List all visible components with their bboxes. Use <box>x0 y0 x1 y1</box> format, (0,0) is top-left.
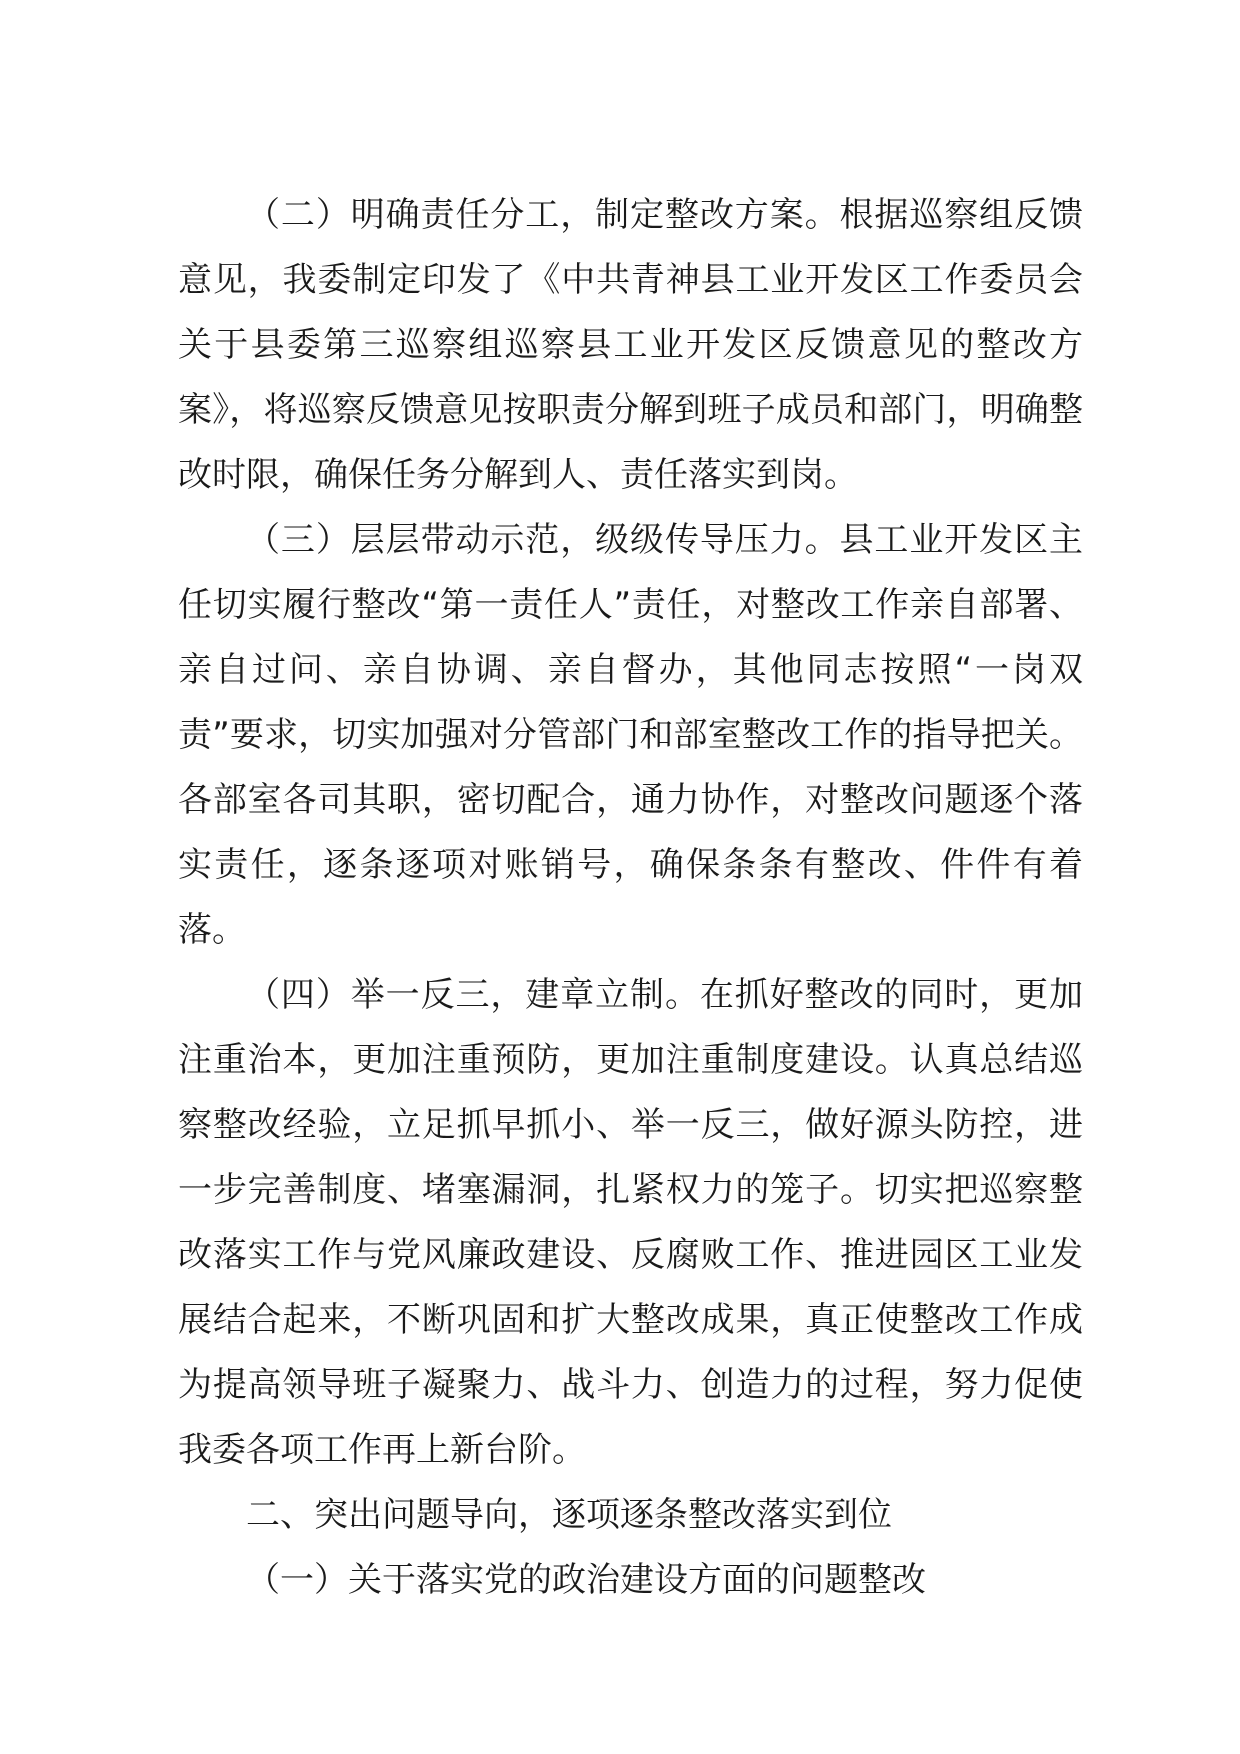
paragraph-system-building: （四）举一反三，建章立制。在抓好整改的同时，更加注重治本，更加注重预防，更加注重制度建设。认真总结巡察整改经验，立足抓早抓小、举一反三，做好源头防控，进一步完善制度、堵塞漏洞，扎紧权力的笼子。切实把巡察整改落实工作与党风廉政建设、反腐败工作、推进园区工业发展结合起来，不断巩固和扩大整改成果，真正使整改工作成为提高领导班子凝聚力、战斗力、创造力的过程，努力促使我委各项工作再上新台阶。 <box>178 975 1083 1470</box>
section-heading-problem-oriented: 二、突出问题导向，逐项逐条整改落实到位 <box>246 1495 892 1535</box>
paragraph-pressure-transmission: （三）层层带动示范，级级传导压力。县工业开发区主任切实履行整改“第一责任人”责任，对整改工作亲自部署、亲自过问、亲自协调、亲自督办，其他同志按照“一岗双责”要求，切实加强对分管部门和部室整改工作的指导把关。各部室各司其职，密切配合，通力协作，对整改问题逐个落实责任，逐条逐项对账销号，确保条条有整改、件件有着落。 <box>178 520 1083 950</box>
document-body <box>178 183 1083 1613</box>
subsection-heading-political-construction: （一）关于落实党的政治建设方面的问题整改 <box>246 1560 926 1600</box>
paragraph-responsibility-division: （二）明确责任分工，制定整改方案。根据巡察组反馈意见，我委制定印发了《中共青神县工业开发区工作委员会关于县委第三巡察组巡察县工业开发区反馈意见的整改方案》，将巡察反馈意见按职责分解到班子成员和部门，明确整改时限，确保任务分解到人、责任落实到岗。 <box>178 195 1083 495</box>
